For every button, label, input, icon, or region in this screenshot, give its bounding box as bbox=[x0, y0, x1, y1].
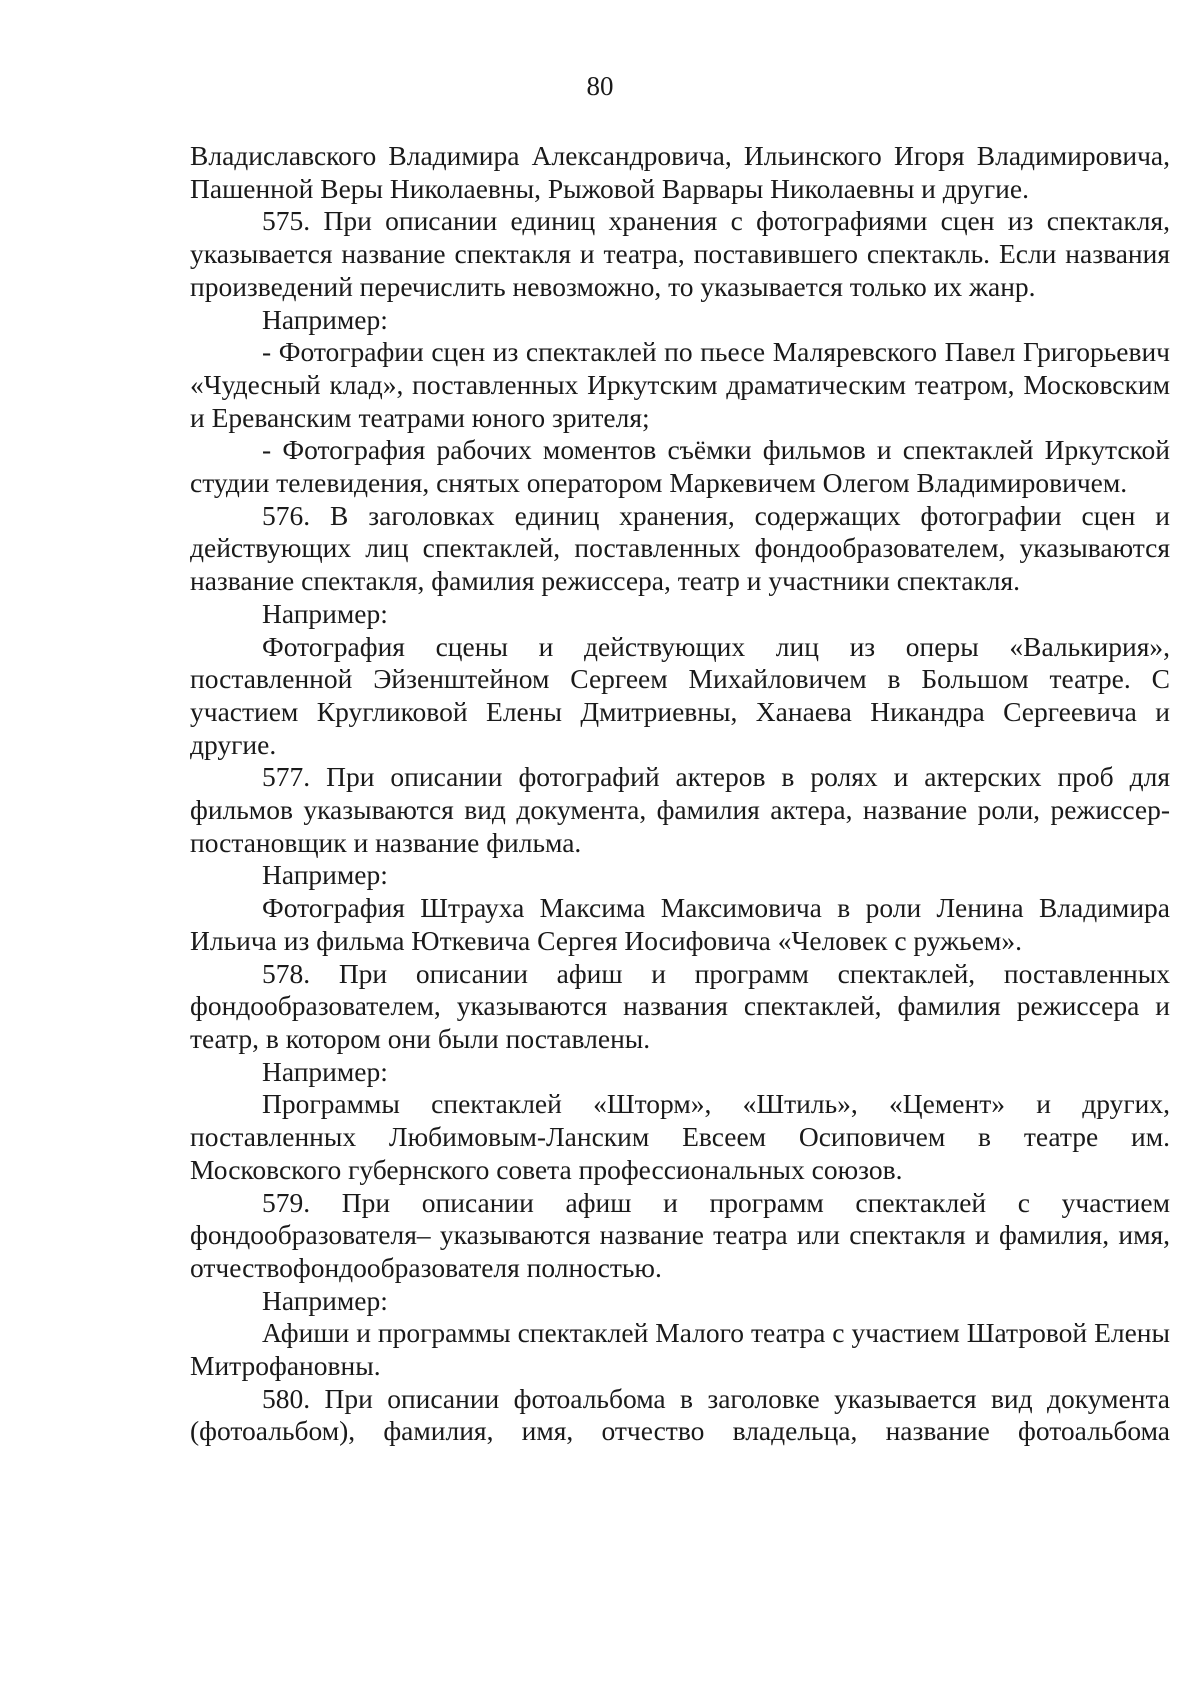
paragraph: Например: bbox=[262, 1055, 388, 1087]
paragraph: Владиславского Владимира Александровича, Ильинского Игоря Владимировича, Пашенной Веры Николаевны, Рыжовой Варвары Николаевны и другие. bbox=[190, 140, 1170, 204]
paragraph: Афиши и программы спектаклей Малого театра с участием Шатровой Елены Митрофановны. bbox=[190, 1317, 1170, 1382]
paragraph: Фотография Штрауха Максима Максимовича в роли Ленина Владимира Ильича из фильма Юткевича Сергея Иосифовича «Человек с ружьем». bbox=[190, 892, 1170, 956]
paragraph: 578. При описании афиш и программ спектаклей, поставленных фондообразователем, указываются названия спектаклей, фамилия режиссера и театр, в котором они были поставлены. bbox=[190, 957, 1170, 1054]
paragraph: Например: bbox=[262, 1284, 388, 1316]
paragraph: 576. В заголовках единиц хранения, содержащих фотографии сцен и действующих лиц спектаклей, поставленных фондообразователем, указываются название спектакля, фамилия режиссера, театр и участники спектакля. bbox=[190, 499, 1170, 597]
paragraph: Фотография сцены и действующих лиц из оперы «Валькирия», поставленной Эйзенштейном Сергеем Михайловичем в Большом театре. С участием Кругликовой Елены Дмитриевны, Ханаева Никандра Сергеевича и другие. bbox=[190, 630, 1170, 760]
paragraph: Например: bbox=[262, 303, 388, 335]
paragraph: 579. При описании афиш и программ спектаклей с участием фондообразователя– указываются название театра или спектакля и фамилия, имя, отчествофондообразователя полностью. bbox=[190, 1186, 1170, 1283]
paragraph: - Фотография рабочих моментов съёмки фильмов и спектаклей Иркутской студии телевидения, снятых оператором Маркевичем Олегом Владимировичем. bbox=[190, 434, 1170, 499]
paragraph: Программы спектаклей «Шторм», «Штиль», «Цемент» и других, поставленных Любимовым-Ланским Евсеем Осиповичем в театре им. Московского губернского совета профессиональных союзов. bbox=[190, 1088, 1170, 1185]
document-body bbox=[190, 140, 1170, 1448]
paragraph: 580. При описании фотоальбома в заголовке указывается вид документа (фотоальбом), фамилия, имя, отчество владельца, название фотоальбома bbox=[190, 1382, 1170, 1447]
paragraph: 575. При описании единиц хранения с фотографиями сцен из спектакля, указывается название спектакля и театра, поставившего спектакль. Если названия произведений перечислить невозможно, то указывается только их жанр. bbox=[190, 205, 1170, 302]
paragraph: Например: bbox=[262, 859, 388, 891]
page-number: 80 bbox=[586, 71, 614, 101]
paragraph: 577. При описании фотографий актеров в ролях и актерских проб для фильмов указываются вид документа, фамилия актера, название роли, режиссер-постановщик и название фильма. bbox=[190, 761, 1170, 858]
paragraph: - Фотографии сцен из спектаклей по пьесе Маляревского Павел Григорьевич «Чудесный клад», поставленных Иркутским драматическим театром, Московским и Ереванским театрами юного зрителя; bbox=[190, 336, 1170, 433]
paragraph: Например: bbox=[262, 597, 388, 629]
